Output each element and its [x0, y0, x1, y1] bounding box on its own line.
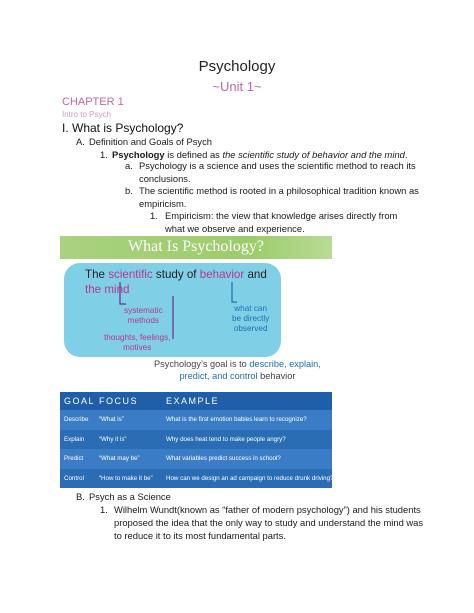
outline-text: Psychology is a science and uses the scientific method to reach its [139, 160, 416, 171]
outline-marker: b. [125, 185, 133, 196]
outline-marker: B. [76, 491, 85, 502]
outline-text: The scientific method is rooted in a philosophical tradition known as [139, 185, 419, 196]
def-word-behavior: behavior [199, 268, 245, 281]
outline-marker: 1. [100, 504, 108, 515]
goal-verbs: predict, and control [179, 371, 258, 381]
label-line: methods [127, 316, 160, 325]
label-line: motives [123, 343, 152, 352]
table-cell: Control [64, 474, 84, 482]
outline-text: Definition and Goals of Psych [89, 136, 212, 147]
outline-text-continued: to reduce it to its most fundamental parts. [114, 530, 286, 541]
psychology-goal-text [154, 358, 321, 382]
table-row [60, 469, 332, 489]
table-cell: “Why it is” [99, 435, 127, 443]
table-header-row [60, 392, 332, 410]
outline-marker: A. [76, 136, 85, 147]
table-cell: Why does heat tend to make people angry? [166, 435, 286, 443]
outline-marker: 1. [100, 149, 108, 160]
goal-text: Psychology’s goal is to [154, 359, 247, 369]
term-psychology: Psychology [112, 149, 165, 160]
chapter-subheading: Intro to Psych [62, 110, 111, 119]
label-systematic-methods [124, 306, 163, 326]
table-cell: What is the first emotion babies learn to recognize? [166, 416, 307, 423]
label-thoughts-feelings-motives [104, 333, 170, 353]
def-word-study-of: study of [155, 268, 197, 281]
table-header-cell: EXAMPLE [166, 396, 220, 406]
outline-text: Empiricism: the view that knowledge arises directly from [165, 210, 398, 221]
table-header-cell: FOCUS [99, 396, 138, 406]
chapter-heading: CHAPTER 1 [62, 96, 124, 108]
document-title: Psychology [198, 58, 276, 75]
goal-verbs: describe, explain, [249, 359, 321, 369]
outline-text-continued: empiricism. [139, 198, 187, 209]
label-line: systematic [124, 306, 163, 315]
def-word-and: and [247, 268, 267, 281]
table-row [60, 430, 332, 450]
table-cell: “What may be” [99, 455, 140, 463]
label-line: observed [233, 324, 268, 333]
document-subtitle: ~Unit 1~ [212, 79, 262, 94]
table-cell: Explain [64, 435, 85, 443]
label-line: be directly [232, 314, 270, 323]
label-directly-observed [232, 304, 269, 334]
label-line: what can [234, 304, 268, 313]
table-cell: How can we design an ad campaign to reduce drunk driving? [166, 474, 334, 482]
goals-table [60, 392, 332, 488]
goal-text: behavior [260, 371, 296, 381]
table-cell: Describe [64, 416, 89, 423]
outline-text: Wilhelm Wundt(known as “father of modern psychology”) and his students [114, 504, 421, 515]
definition-italic: the scientific study of behavior and the mind [222, 149, 405, 160]
outline-marker: a. [125, 160, 133, 171]
outline-marker: 1. [150, 210, 158, 221]
table-cell: “How to make it be” [99, 474, 153, 482]
outline-text-continued: what we observe and experience. [165, 223, 305, 234]
outline-text-continued: conclusions. [139, 173, 191, 184]
figure-banner-title: What Is Psychology? [128, 238, 264, 255]
definition-end: . [404, 149, 408, 160]
def-word-the-mind: the mind [85, 283, 130, 296]
table-cell: What variables predict success in school? [166, 455, 281, 463]
table-cell: Predict [64, 455, 84, 463]
what-is-psychology-figure [60, 236, 332, 384]
definition-connector: is defined as [164, 149, 223, 160]
table-row [60, 410, 332, 430]
outline-text: Psych as a Science [89, 491, 171, 502]
label-line: thoughts, feelings, [104, 333, 171, 342]
def-word-scientific: scientific [108, 268, 153, 281]
table-row [60, 449, 332, 469]
def-word-the: The [85, 268, 105, 281]
section-heading: I. What is Psychology? [62, 121, 184, 135]
outline-text-continued: proposed the idea that the only way to study and understand the mind was [114, 517, 424, 528]
table-header-cell: GOAL [64, 396, 96, 406]
table-cell: “What is” [99, 416, 124, 423]
